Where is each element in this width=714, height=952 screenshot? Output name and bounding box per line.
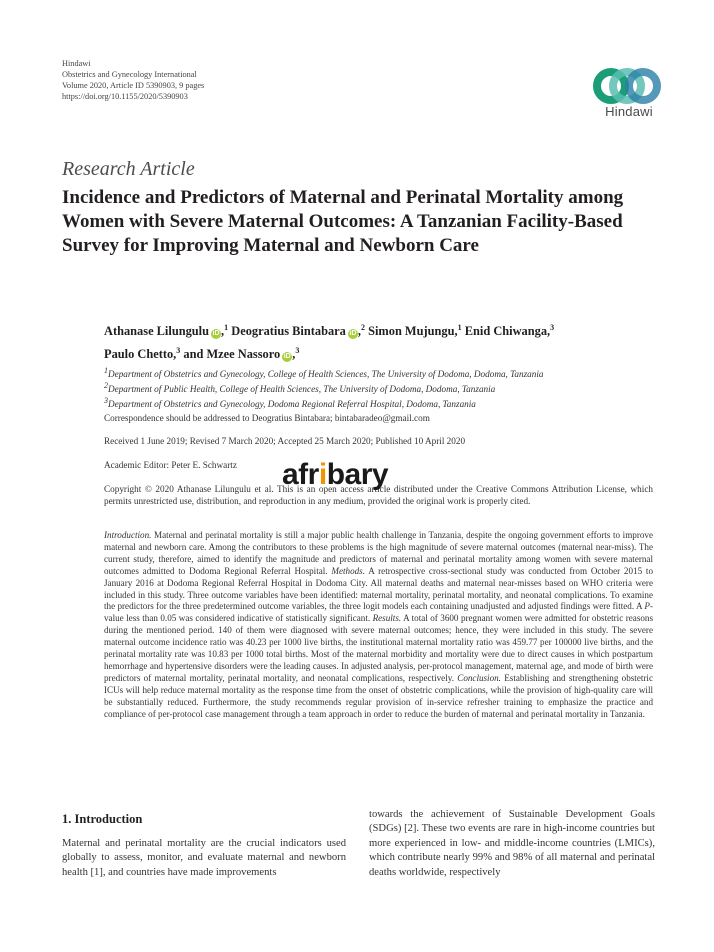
afribary-watermark — [282, 458, 388, 492]
author-name: Deogratius Bintabara — [231, 324, 346, 339]
affiliation-text: Department of Public Health, College of Health Sciences, The University of Dodoma, Dodoma, Tanzania — [108, 384, 496, 395]
copyright-notice: Copyright © 2020 Athanase Lilungulu et al. This is an open access article distributed under the Creative Commons Attribution License, which permits unrestricted use, distribution, and reproduction in any medium, provided the original work is properly cited. — [104, 484, 653, 506]
affiliation-marker: 3 — [550, 323, 555, 332]
body-column-right: towards the achievement of Sustainable Development Goals (SDGs) [2]. These two events are rare in high-income countries but more experienced in low- and middle-income countries (LMICs), which contribute nearly 99% and 98% of all maternal and perinatal deaths worldwide, respectively — [369, 809, 655, 878]
abstract-conclusion: Establishing and strengthening obstetric ICUs will help reduce maternal mortality as the response time from the onset of obstetric complications, while the provision of high-quality care will be substantially reduced. Furthermore, the study recommends regular provision of in-service refresher training to emphasize the practice and compliance of per-protocol case management through a team approach in order to reduce the burden of maternal and perinatal mortality in Tanzania. — [104, 672, 653, 719]
abstract-methods-tail: -value less than 0.05 was considered indicative of statistically significant. — [104, 601, 653, 624]
journal-name: Obstetrics and Gynecology International — [62, 70, 197, 79]
affiliation-number: 1 — [104, 366, 108, 375]
orcid-icon[interactable]: iD — [349, 330, 357, 338]
journal-metadata — [62, 58, 204, 102]
orcid-icon[interactable]: iD — [283, 353, 291, 361]
abstract-intro: Maternal and perinatal mortality is still a major public health challenge in Tanzania, despite the ongoing government efforts to improve maternal and newborn care. Among the contributors to these problems is the high magnitude of severe maternal outcomes (maternal near-miss). The current study, therefore, aimed to identify the magnitude and predictors of maternal and perinatal mortality among women with severe maternal outcomes admitted to Dodoma Regional Referral Hospital. — [104, 530, 653, 576]
author-name: Simon Mujungu, — [368, 324, 458, 339]
section-heading: 1. Introduction — [62, 812, 143, 826]
volume-line: Volume 2020, Article ID 5390903, 9 pages — [62, 81, 205, 90]
affiliation-number: 2 — [104, 381, 108, 391]
abstract-conclusion-label: Conclusion. — [453, 672, 501, 683]
orcid-icon[interactable]: iD — [212, 330, 220, 338]
hindawi-logo-text: Hindawi — [605, 104, 653, 119]
publication-dates: Received 1 June 2019; Revised 7 March 2020; Accepted 25 March 2020; Published 10 April 2020 — [104, 436, 466, 446]
affiliation-text: Department of Obstetrics and Gynecology, College of Health Sciences, The University of Dodoma, Dodoma, Tanzania — [108, 369, 544, 380]
paper-title: Incidence and Predictors of Maternal and Perinatal Mortality among Women with Severe Maternal Outcomes: A Tanzanian Facility-Based Survey for Improving Maternal and Newborn Care — [62, 187, 624, 256]
abstract-results-label: Results. — [370, 613, 402, 624]
affiliations — [104, 365, 664, 410]
abstract-p-symbol: P — [644, 601, 650, 612]
abstract — [104, 530, 653, 721]
publisher-name: Hindawi — [62, 59, 91, 68]
watermark-part-2: bary — [326, 458, 389, 491]
watermark-dot: i — [318, 458, 327, 491]
affiliation-number: 3 — [104, 396, 108, 406]
academic-editor: Academic Editor: Peter E. Schwartz — [104, 460, 237, 470]
author-name: Athanase Lilungulu — [104, 324, 210, 339]
affiliation-marker: 1 — [457, 323, 462, 332]
author-name: Paulo Chetto, — [104, 347, 177, 362]
article-type: Research Article — [62, 158, 195, 180]
doi-link[interactable]: https://doi.org/10.1155/2020/5390903 — [62, 92, 188, 101]
abstract-methods-label: Methods. — [327, 565, 365, 576]
author-name: and Mzee Nassoro — [183, 347, 281, 362]
affiliation-text: Department of Obstetrics and Gynecology, Dodoma Regional Referral Hospital, Dodoma, Tanzania — [108, 399, 476, 410]
affiliation-marker: 3 — [176, 346, 181, 356]
correspondence: Correspondence should be addressed to Deogratius Bintabara; bintabaradeo@gmail.com — [104, 413, 430, 423]
affiliation-marker: 3 — [295, 346, 300, 356]
author-list: Athanase Lilungulu iD ,$^1$ Deogratius Bintabara iD ,$^2$ Simon Mujungu,$^1$ Enid Chiwanga,$^3$ Paulo Chetto,$^3$ and Mzee Nassoro iD ,$^3$ — [104, 323, 555, 362]
affiliation-line — [104, 395, 664, 410]
body-column-left: Maternal and perinatal mortality are the crucial indicators used globally to assess, monitor, and evaluate maternal and newborn health [1], and countries have made improvements — [62, 838, 346, 878]
affiliation-line — [104, 380, 664, 395]
watermark-part-1: afr — [282, 458, 319, 491]
affiliation-marker: 2 — [360, 323, 365, 332]
abstract-intro-label: Introduction. — [104, 530, 152, 540]
affiliation-line — [104, 365, 664, 380]
abstract-results: A total of 3600 pregnant women were admitted for obstetric reasons during the mentioned period. 140 of them were diagnosed with severe maternal outcomes; hence, they were included in this study. The severe maternal outcome incidence ratio was 40.23 per 1000 live births, the institutional maternal mortality ratio was 459.77 per 100000 live births, and the perinatal mortality rate was 10.83 per 1000 total births. Most of the maternal morbidity and mortality were due to direct causes in which postpartum hemorrhage and hypertensive disorders were the leading causes. In adjusted analysis, per-protocol management, maternal age, and mode of birth were predictors of maternal mortality, perinatal mortality, and neonatal complications, respectively. — [104, 613, 653, 683]
abstract-methods: A retrospective cross-sectional study was conducted from October 2015 to January 2016 at Dodoma Regional Referral Hospital in Dodoma City. All maternal deaths and maternal near-misses based on WHO criteria were included in this study. Three outcome variables have been identified: maternal mortality, perinatal mortality, and neonatal complications. To examine the predictors for the three predetermined outcome variables, the three logit models each containing unadjusted and adjusted findings were fitted. A — [104, 565, 653, 612]
author-name: Enid Chiwanga, — [464, 324, 551, 339]
affiliation-marker: 1 — [224, 323, 229, 332]
